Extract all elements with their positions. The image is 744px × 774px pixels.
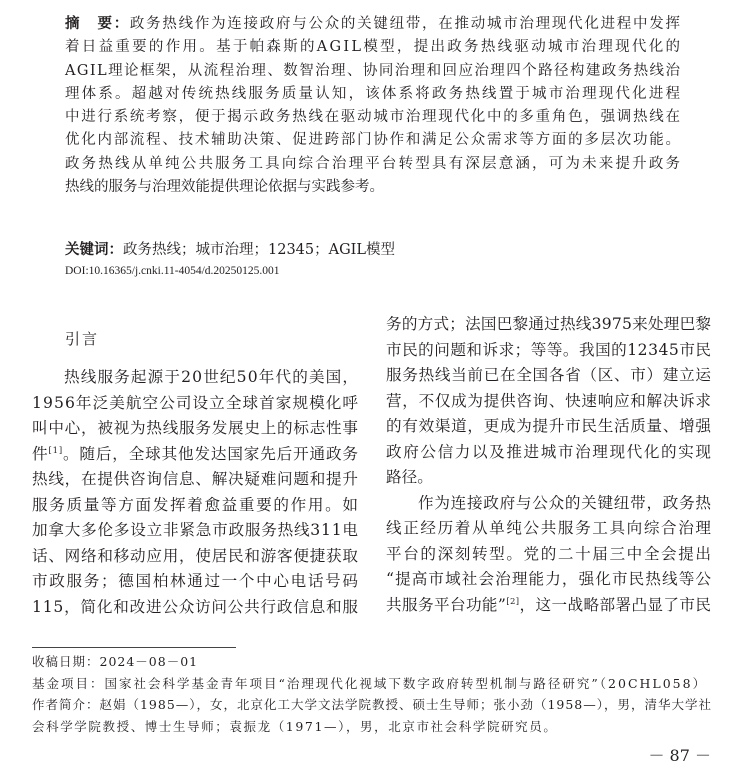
body-line (386, 593, 711, 619)
doi: DOI:10.16365/j.cnki.11-4054/d.20250125.001 (65, 265, 280, 277)
body-line: 线正经历着从单纯公共服务工具向综合治理 (386, 519, 713, 537)
body-line: 的有效渠道，更成为提升市民生活质量、增强 (386, 417, 712, 435)
page-number: － 87 － (648, 746, 711, 765)
footnote-author-line: 会科学学院教授、博士生导师；袁振龙（1971—），男，北京市社会科学院研究员。 (32, 718, 558, 734)
abstract-line: 理体系。超越对传统热线服务质量认知，该体系将政务热线置于城市治理现代化进程 (65, 85, 683, 102)
body-line: 市民的问题和诉求；等等。我国的12345市民 (386, 340, 712, 359)
abstract-line: 着日益重要的作用。基于帕森斯的AGIL模型，提出政务热线驱动城市治理现代化的 (65, 39, 683, 56)
abstract-line-text: 政务热线作为连接政府与公众的关键纽带，在推动城市治理现代化进程中发挥 (129, 16, 682, 32)
body-line: 服务热线当前已在全国各省（区、市）建立运 (386, 366, 712, 384)
section-heading: 引言 (65, 330, 100, 348)
body-line: 路径。 (386, 468, 433, 486)
abstract-line: 热线的服务与治理效能提供理论依据与实践参考。 (65, 179, 384, 196)
abstract-line: AGIL理论框架，从流程治理、数智治理、协同治理和回应治理四个路径构建政务热线治 (65, 62, 682, 79)
body-text: 。随后，全球其他发达国家先后开通政务 (63, 444, 359, 463)
body-line: 市政服务；德国柏林通过一个中心电话号码 (32, 572, 360, 590)
footnote-received-date: 收稿日期：2024－08－01 (32, 654, 199, 669)
footnote-fund: 基金项目：国家社会科学基金青年项目“治理现代化视域下数字政府转型机制与路径研究”（20CHL058） (32, 675, 708, 691)
left-column (32, 365, 358, 620)
body-text: 共服务平台功能” (386, 595, 507, 614)
citation-superscript: [2] (506, 596, 520, 607)
keywords-label: 关键词： (65, 242, 123, 258)
body-line: 营，不仅成为提供咨询、快速响应和解决诉求 (386, 391, 712, 410)
abstract-label: 摘 要： (65, 16, 130, 32)
body-line: “提高市域社会治理能力，强化市民热线等公 (386, 570, 713, 588)
footnotes (32, 651, 711, 737)
body-line: 热线服务起源于20世纪50年代的美国， (64, 368, 360, 386)
body-text: ，这一战略部署凸显了市民 (519, 595, 712, 614)
body-text: 件 (32, 444, 49, 463)
body-line: 115，简化和改进公众访问公共行政信息和服 (32, 597, 359, 616)
body-line: 平台的深刻转型。党的二十届三中全会提出 (386, 544, 713, 563)
keywords-text: 政务热线；城市治理；12345；AGIL模型 (123, 242, 396, 258)
body-line: 叫中心，被视为热线服务发展史上的标志性事 (32, 419, 359, 437)
abstract-line: 政务热线从单纯公共服务工具向综合治理平台转型具有深层意涵，可为未来提升政务 (65, 155, 683, 172)
body-line: 热线，在提供咨询信息、解决疑难问题和提升 (32, 470, 359, 488)
footnote-author-line: 作者简介：赵娟（1985—），女，北京化工大学文法学院教授、硕士生导师；张小劲（1958—），男，清华大学社 (32, 697, 712, 713)
body-line: 服务质量等方面发挥着愈益重要的作用。如 (32, 495, 360, 514)
body-line: 政府公信力以及推进城市治理现代化的实现 (386, 442, 713, 461)
footnote-rule (32, 647, 236, 648)
body-line: 加拿大多伦多设立非紧急市政服务热线311电 (32, 521, 359, 539)
right-column (386, 312, 711, 618)
body-line: 话、网络和移动应用，使居民和游客便捷获取 (32, 546, 359, 565)
abstract-line: 优化内部流程、技术辅助决策、促进跨部门协作和满足公众需求等方面的多层次功能。 (65, 132, 682, 149)
citation-superscript: [1] (48, 445, 63, 456)
abstract-line (65, 13, 680, 36)
body-line (32, 442, 358, 468)
abstract (65, 13, 683, 199)
body-line: 作为连接政府与公众的关键纽带，政务热 (418, 493, 712, 512)
keywords (65, 239, 395, 261)
abstract-line: 中进行系统考察，便于揭示政务热线在驱动城市治理现代化中的多重角色，强调热线在 (65, 109, 682, 126)
body-line: 1956年泛美航空公司设立全球首家规模化呼 (32, 393, 360, 412)
body-line: 务的方式；法国巴黎通过热线3975来处理巴黎 (386, 315, 712, 333)
